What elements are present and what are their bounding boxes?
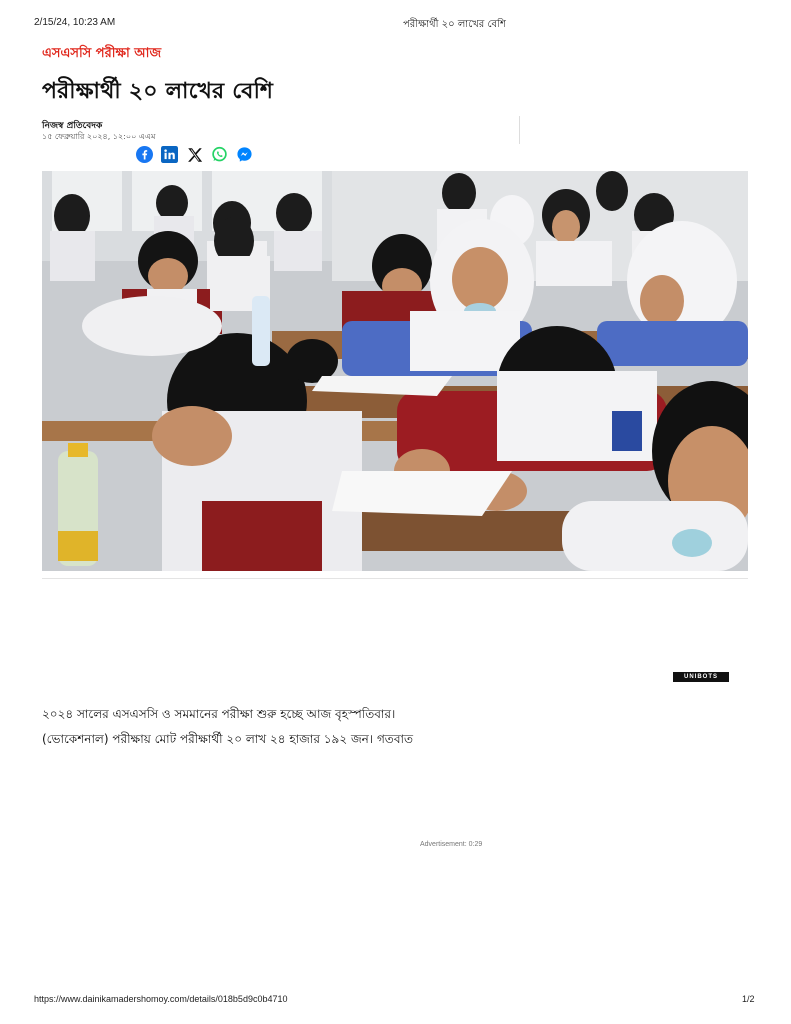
photo-divider bbox=[42, 578, 748, 579]
advertisement-label: Advertisement: 0:29 bbox=[420, 841, 483, 848]
classroom-exam-photo bbox=[42, 171, 748, 571]
messenger-icon[interactable] bbox=[235, 145, 254, 164]
article-body-line-2: (ভোকেশনাল) পরীক্ষায় মোট পরীক্ষার্থী ২০ লাখ ২৪ হাজার ১৯২ জন। গতবাত bbox=[42, 732, 413, 746]
article-date: ১৫ ফেব্রুয়ারি ২০২৪, ১২:০০ এএম bbox=[42, 132, 156, 141]
print-footer-url: https://www.dainikamadershomoy.com/details/018b5d9c0b4710 bbox=[34, 994, 288, 1004]
article-headline: পরীক্ষার্থী ২০ লাখের বেশি bbox=[42, 79, 274, 104]
header-divider bbox=[519, 116, 520, 144]
facebook-icon[interactable] bbox=[135, 145, 154, 164]
print-page-title: পরীক্ষার্থী ২০ লাখের বেশি bbox=[403, 19, 506, 30]
whatsapp-icon[interactable] bbox=[210, 145, 229, 164]
article-author[interactable]: নিজস্ব প্রতিবেদক bbox=[42, 121, 103, 131]
x-icon[interactable] bbox=[185, 145, 204, 164]
article-kicker[interactable]: এসএসসি পরীক্ষা আজ bbox=[42, 46, 162, 61]
article-photo bbox=[42, 171, 748, 571]
share-bar bbox=[135, 145, 254, 164]
unibots-ad-logo[interactable]: UNIBOTS bbox=[673, 672, 729, 682]
print-datetime: 2/15/24, 10:23 AM bbox=[34, 17, 116, 28]
linkedin-icon[interactable] bbox=[160, 145, 179, 164]
print-page-number: 1/2 bbox=[742, 994, 755, 1004]
article-body-line-1: ২০২৪ সালের এসএসসি ও সমমানের পরীক্ষা শুরু হচ্ছে আজ বৃহস্পতিবার। bbox=[42, 707, 396, 721]
